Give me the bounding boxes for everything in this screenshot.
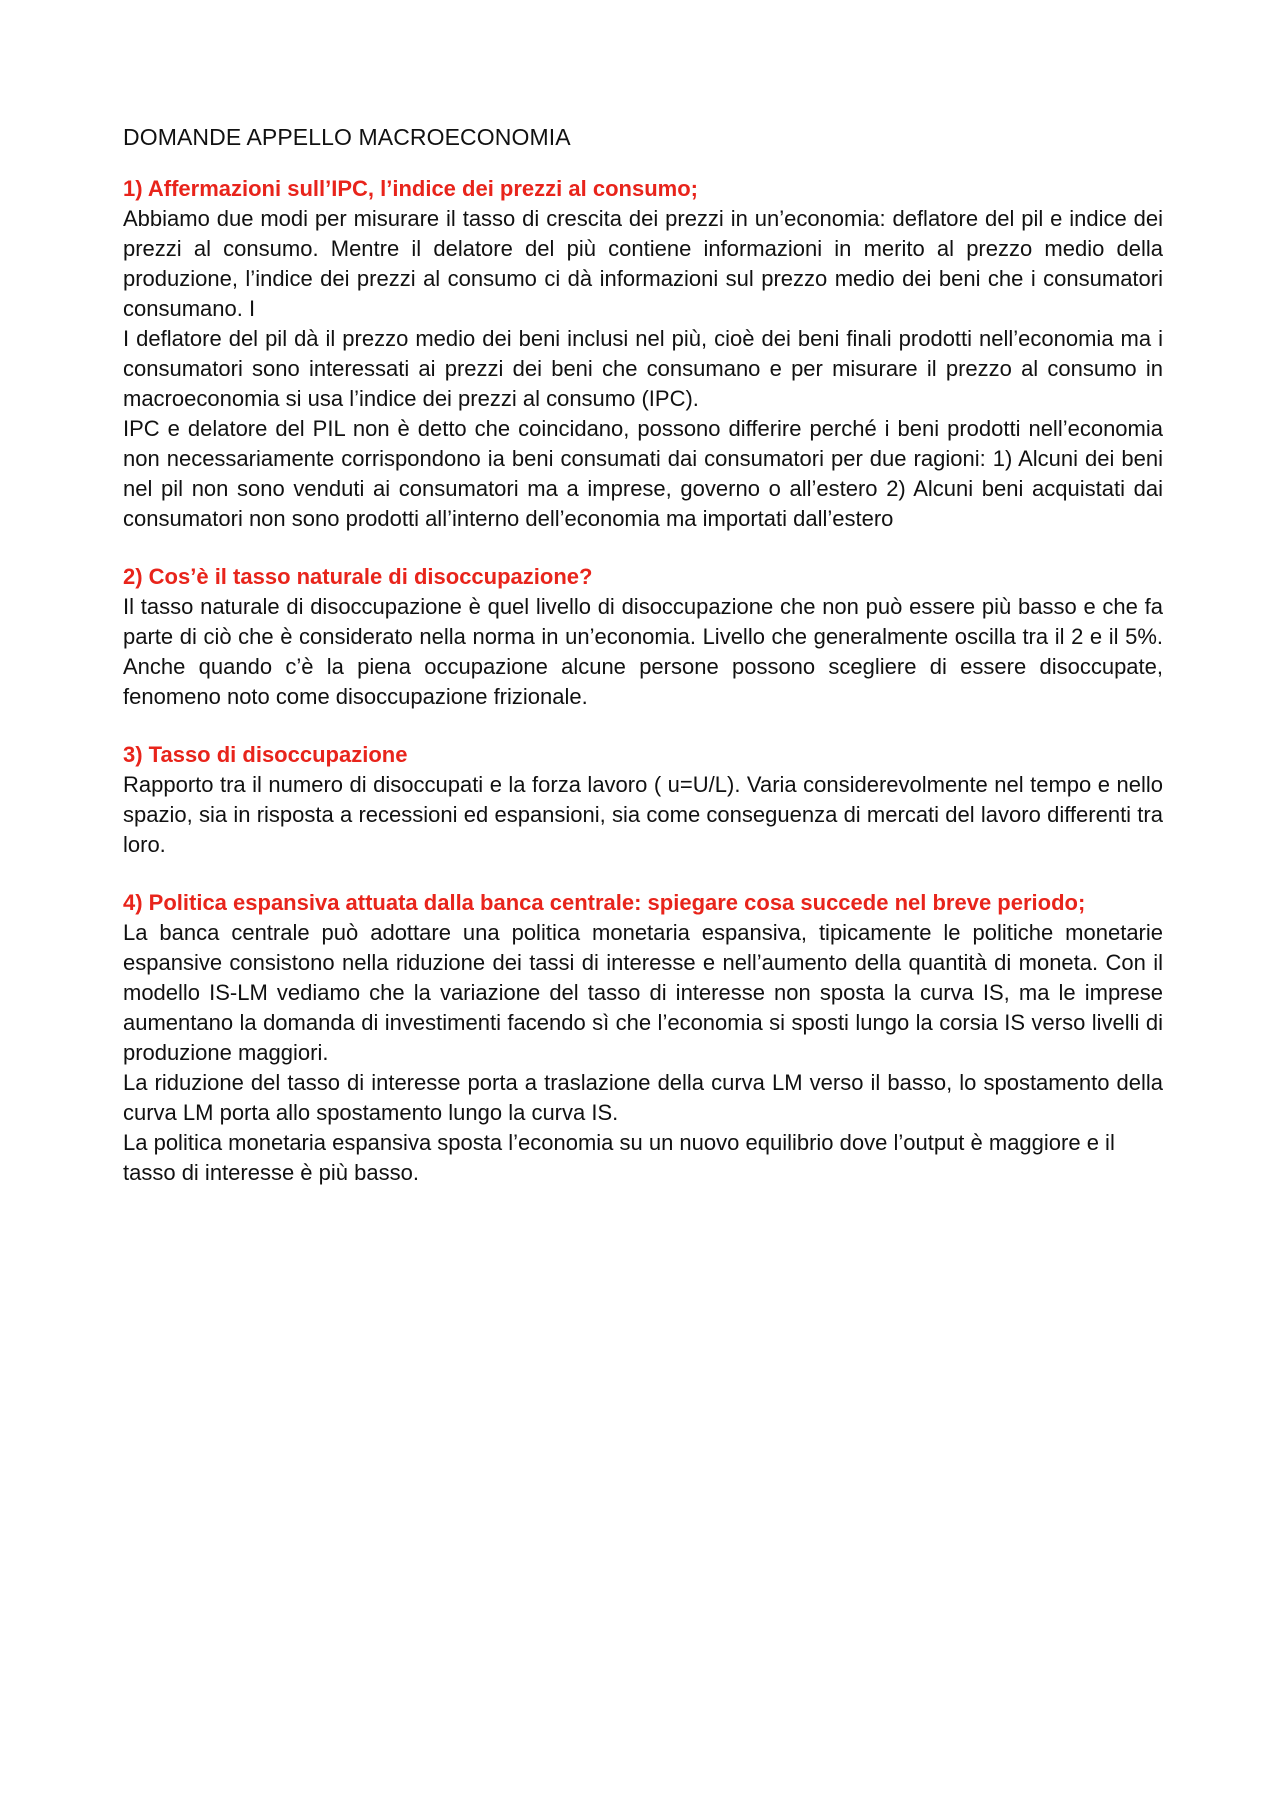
section-ipc <box>123 174 1163 534</box>
document-title: DOMANDE APPELLO MACROECONOMIA <box>123 124 571 150</box>
section-natural-unemployment <box>123 562 1163 712</box>
paragraph: Il tasso naturale di disoccupazione è quel livello di disoccupazione che non può essere più basso e che fa parte di ciò che è considerato nella norma in un’economia. Livello che generalmente oscilla tra il 2 e il 5%. Anche quando c’è la piena occupazione alcune persone possono scegliere di essere disoccupate, fenomeno noto come disoccupazione frizionale. <box>123 594 1163 709</box>
paragraph: Rapporto tra il numero di disoccupati e la forza lavoro ( u=U/L). Varia considerevolmente nel tempo e nello spazio, sia in risposta a recessioni ed espansioni, sia come conseguenza di mercati del lavoro differenti tra loro. <box>123 772 1163 857</box>
section-unemployment-rate <box>123 740 1163 860</box>
section-heading: 4) Politica espansiva attuata dalla banca centrale: spiegare cosa succede nel breve periodo; <box>123 890 1086 915</box>
document-page <box>123 122 1163 1216</box>
section-expansive-policy <box>123 888 1163 1188</box>
paragraph: Abbiamo due modi per misurare il tasso di crescita dei prezzi in un’economia: deflatore del pil e indice dei prezzi al consumo. Mentre il delatore del più contiene informazioni in merito al prezzo medio della produzione, l’indice dei prezzi al consumo ci dà informazioni sul prezzo medio dei beni che i consumatori consumano. I <box>123 206 1163 321</box>
section-heading: 3) Tasso di disoccupazione <box>123 742 408 767</box>
section-heading: 1) Affermazioni sull’IPC, l’indice dei prezzi al consumo; <box>123 176 698 201</box>
paragraph: La riduzione del tasso di interesse porta a traslazione della curva LM verso il basso, lo spostamento della curva LM porta allo spostamento lungo la curva IS. <box>123 1070 1163 1125</box>
paragraph: IPC e delatore del PIL non è detto che coincidano, possono differire perché i beni prodotti nell’economia non necessariamente corrispondono ia beni consumati dai consumatori per due ragioni: 1) Alcuni dei beni nel pil non sono venduti ai consumatori ma a imprese, governo o all’estero 2) Alcuni beni acquistati dai consumatori non sono prodotti all’interno dell’economia ma importati dall’estero <box>123 416 1163 531</box>
paragraph: La banca centrale può adottare una politica monetaria espansiva, tipicamente le politiche monetarie espansive consistono nella riduzione dei tassi di interesse e nell’aumento della quantità di moneta. Con il modello IS-LM vediamo che la variazione del tasso di interesse non sposta la curva IS, ma le imprese aumentano la domanda di investimenti facendo sì che l’economia si sposti lungo la corsia IS verso livelli di produzione maggiori. <box>123 920 1163 1065</box>
paragraph: La politica monetaria espansiva sposta l’economia su un nuovo equilibrio dove l’output è maggiore e il tasso di interesse è più basso. <box>123 1130 1115 1185</box>
section-heading: 2) Cos’è il tasso naturale di disoccupazione? <box>123 564 593 589</box>
paragraph: I deflatore del pil dà il prezzo medio dei beni inclusi nel più, cioè dei beni finali prodotti nell’economia ma i consumatori sono interessati ai prezzi dei beni che consumano e per misurare il prezzo al consumo in macroeconomia si usa l’indice dei prezzi al consumo (IPC). <box>123 326 1163 411</box>
